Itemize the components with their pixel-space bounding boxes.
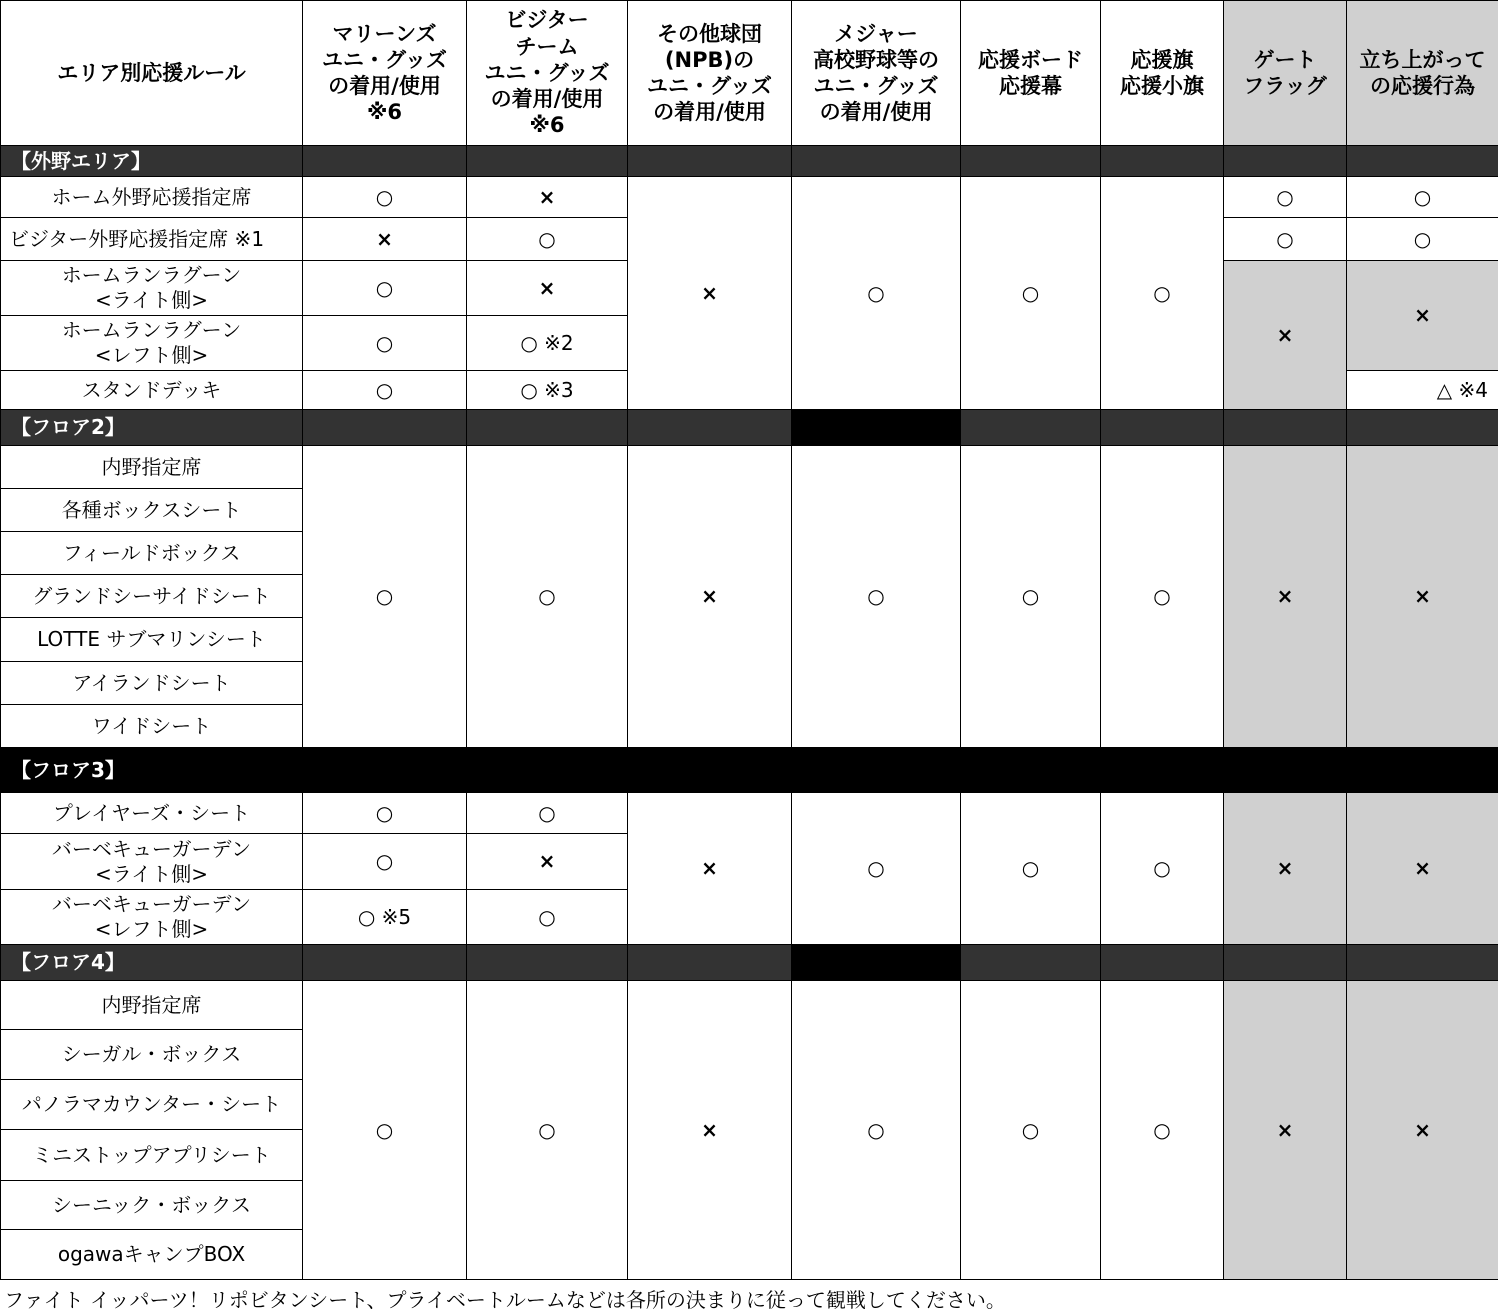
cell: ○ <box>467 218 628 261</box>
cell: × <box>1347 261 1498 371</box>
section-title-floor2: 【フロア2】 <box>1 410 303 446</box>
section-row <box>1 146 1498 177</box>
cell: × <box>303 218 467 261</box>
cell: ○ <box>961 793 1101 945</box>
cell: ○ <box>1347 218 1498 261</box>
cell: ○ <box>792 177 961 410</box>
area-name: バーベキューガーデン <レフト側> <box>1 890 303 945</box>
area-name: ホームランラグーン <レフト側> <box>1 316 303 371</box>
cell: ○ <box>303 261 467 316</box>
cell: ○ <box>303 834 467 890</box>
header-standing-cheer: 立ち上がって の応援行為 <box>1347 1 1498 146</box>
section-title-floor4: 【フロア4】 <box>1 945 303 981</box>
section-title-outfield: 【外野エリア】 <box>1 146 303 177</box>
cell: ○ <box>467 890 628 945</box>
cell: ○ <box>1347 177 1498 218</box>
area-name: プレイヤーズ・シート <box>1 793 303 834</box>
area-name: ホーム外野応援指定席 <box>1 177 303 218</box>
cell: ○ <box>467 793 628 834</box>
cell: × <box>1224 446 1347 748</box>
header-major-hs-goods: メジャー 高校野球等の ユニ・グッズ の着用/使用 <box>792 1 961 146</box>
area-name: 各種ボックスシート <box>1 489 303 532</box>
table-row <box>1 446 1498 489</box>
cell: ○ <box>792 446 961 748</box>
cell: ○ <box>467 981 628 1280</box>
cell: ○ <box>1224 177 1347 218</box>
cell: ○ <box>792 981 961 1280</box>
table-row <box>1 793 1498 834</box>
cell: × <box>1347 793 1498 945</box>
area-name: フィールドボックス <box>1 532 303 575</box>
cell: ○ <box>961 177 1101 410</box>
cell: ○ <box>303 177 467 218</box>
cell: × <box>628 177 792 410</box>
cell: ○ <box>1101 793 1224 945</box>
cell: ○ ※5 <box>303 890 467 945</box>
cell: × <box>467 261 628 316</box>
section-row <box>1 410 1498 446</box>
header-row <box>1 1 1498 146</box>
cell: × <box>1347 446 1498 748</box>
area-name: LOTTE サブマリンシート <box>1 618 303 662</box>
cell: × <box>1224 793 1347 945</box>
cell: × <box>1224 981 1347 1280</box>
header-area: エリア別応援ルール <box>1 1 303 146</box>
area-name: グランドシーサイドシート <box>1 575 303 618</box>
area-name: ogawaキャンプBOX <box>1 1230 303 1280</box>
area-name: ワイドシート <box>1 705 303 748</box>
cell: × <box>628 446 792 748</box>
area-name: パノラマカウンター・シート <box>1 1080 303 1130</box>
area-name: ビジター外野応援指定席 ※1 <box>1 218 303 261</box>
area-name: スタンドデッキ <box>1 371 303 410</box>
section-row <box>1 748 1498 793</box>
area-name: シーガル・ボックス <box>1 1030 303 1080</box>
header-other-npb-goods: その他球団 (NPB)の ユニ・グッズ の着用/使用 <box>628 1 792 146</box>
footnote: ファイト イッパーツ！リポビタンシート、プライベートルームなどは各所の決まりに従って観戦してください。 <box>4 1288 1006 1312</box>
cell: ○ <box>961 446 1101 748</box>
cell: ○ <box>792 793 961 945</box>
section-row <box>1 945 1498 981</box>
cell: ○ <box>303 981 467 1280</box>
area-name: アイランドシート <box>1 662 303 705</box>
header-marines-goods: マリーンズ ユニ・グッズ の着用/使用 ※6 <box>303 1 467 146</box>
area-name: バーベキューガーデン <ライト側> <box>1 834 303 890</box>
header-gate-flag: ゲート フラッグ <box>1224 1 1347 146</box>
cell: ○ <box>1224 218 1347 261</box>
cell: ○ <box>1101 446 1224 748</box>
cell: ○ <box>303 793 467 834</box>
cell: × <box>628 793 792 945</box>
cell: ○ ※2 <box>467 316 628 371</box>
header-visitor-goods: ビジター チーム ユニ・グッズ の着用/使用 ※6 <box>467 1 628 146</box>
cell: ○ <box>961 981 1101 1280</box>
cell: × <box>467 177 628 218</box>
section-title-floor3: 【フロア3】 <box>1 748 1498 793</box>
cell: ○ <box>1101 981 1224 1280</box>
cell: × <box>1224 261 1347 410</box>
cell: × <box>1347 981 1498 1280</box>
table-row <box>1 981 1498 1030</box>
cell: ○ <box>303 446 467 748</box>
area-name: 内野指定席 <box>1 981 303 1030</box>
area-name: シーニック・ボックス <box>1 1181 303 1230</box>
header-board-banner: 応援ボード 応援幕 <box>961 1 1101 146</box>
cell: × <box>628 981 792 1280</box>
cell: ○ ※3 <box>467 371 628 410</box>
cell: ○ <box>303 371 467 410</box>
cell: △ ※4 <box>1347 371 1498 410</box>
area-name: ホームランラグーン <ライト側> <box>1 261 303 316</box>
cell: ○ <box>303 316 467 371</box>
cell: ○ <box>467 446 628 748</box>
area-name: 内野指定席 <box>1 446 303 489</box>
cell: × <box>467 834 628 890</box>
header-flags: 応援旗 応援小旗 <box>1101 1 1224 146</box>
table-row <box>1 177 1498 218</box>
cell: ○ <box>1101 177 1224 410</box>
area-name: ミニストップアプリシート <box>1 1130 303 1181</box>
